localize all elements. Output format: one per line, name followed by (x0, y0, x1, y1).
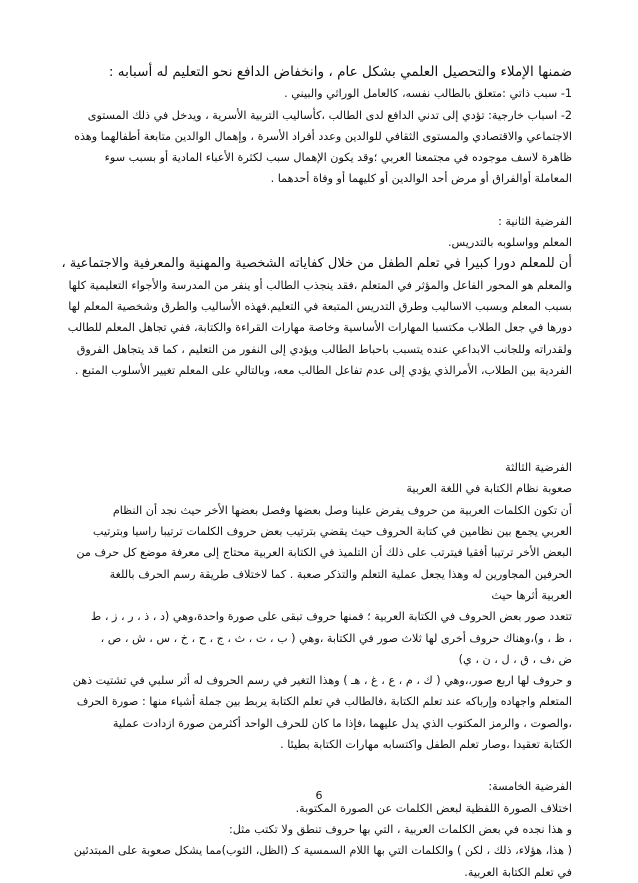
hypothesis-2-label: الفرضية الثانية : (498, 214, 572, 228)
paragraph-line: ض ،ف ، ق ، ل ، ن ، ي) (458, 652, 572, 666)
section-title-main: ضمنها الإملاء والتحصيل العلمي بشكل عام (332, 64, 572, 80)
paragraph-line: العربية أثرها حيث (491, 588, 572, 602)
cause-line: المعاملة أوالفراق أو مرض أحد الوالدين أو كليهما أو وفاة أحدهما . (270, 172, 572, 186)
paragraph-line: في تعلم الكتابة العربية. (464, 865, 572, 879)
section-title-rest: ، وانخفاض الدافع نحو التعليم له أسبابه : (108, 64, 333, 80)
hypothesis-5-label: الفرضية الخامسة: (488, 780, 572, 794)
paragraph-line: الكتابة تعقيدا ،وصار تعلم الطفل واكتسابه مهارات الكتابة بطيئا . (280, 738, 572, 752)
cause-line: ظاهرة لاسف موجوده في مجتمعنا العربي ؛وقد يكون الإهمال سبب لكثرة الأعباء المادية أو بسبب سوء (104, 151, 572, 165)
paragraph-line: و حروف لها اربع صور،،وهي ( ك ، م ، ع ، غ ، هـ ) وهذا التغير في رسم الحروف له أثر سلبي في تشتيت ذهن (72, 674, 572, 688)
page-number: 6 (315, 789, 323, 802)
section-title-line (58, 61, 572, 83)
paragraph-line: المتعلم واجهاده وإرباكه عند تعلم الكتابة ،فالطالب في تعلم الكتابة يربط بين جملة أشياء منها : صورة الحرف (76, 695, 572, 709)
paragraph-line: ولقدراته وللجانب الابداعي عنده يتسبب باحباط الطالب ويؤدي إلى النفور من التعليم ، كما قد يتجاهل الفروق (76, 342, 572, 356)
cause-line: 1- سبب ذاتي :متعلق بالطالب نفسه، كالعامل الوراثي والبيني . (284, 87, 572, 101)
paragraph-line: ( هذا، هؤلاء، ذلك ، لكن ) والكلمات التي بها اللام السمسية كـ (الظل، الثوب)مما يشكل صعوبة على المبتدئين (73, 844, 572, 858)
cause-line: 2- اسباب خارجية: تؤدي إلى تدني الدافع لدى الطالب ،كأساليب التربية الأسرية ، ويدخل في ذلك المستوى (87, 108, 572, 122)
hypothesis-2-heading-lead: أن للمعلم دورا كبيرا في تعلم الطفل من خلال كفاياته (289, 256, 572, 272)
paragraph-line: الحرفين المجاورين له وهذا يجعل عملية التعلم والتذكر صعبة . كما لاختلاف طريقة رسم الحرف باللغة (109, 567, 572, 581)
paragraph-line: بسبب المعلم وبسبب الاساليب وطرق التدريس المتبعة في التعليم.فهذه الأساليب والطرق وشخصية المعلم لها (68, 299, 572, 313)
hypothesis-2-heading-rest: الشخصية والمهنية والمعرفية والاجتماعية ، (61, 256, 289, 272)
paragraph-line: تتعدد صور بعض الحروف في الكتابة العربية ؛ فمنها حروف تبقى على صورة واحدة،وهي (د ، ذ ، ر ، ز ، ط (90, 610, 572, 624)
paragraph-line: الفردية بين الطلاب، الأمرالذي يؤدي إلى عدم تفاعل الطالب معه، وبالتالي على المعلم تغيير الأسلوب المتبع . (74, 363, 572, 377)
paragraph-line: البعض الأخر ترتيبا أفقيا فيترتب على ذلك أن التلميذ في الكتابة العربية محتاج إلى معرفة موضع كل حرف من (76, 546, 572, 560)
hypothesis-3-subtitle: صعوبة نظام الكتابة في اللغة العربية (406, 482, 572, 496)
paragraph-line: أن تكون الكلمات العربية من حروف يفرض علينا وصل بعضها وفصل بعضها الأخر حيث نجد أن النظام (112, 503, 572, 517)
hypothesis-3-label: الفرضية الثالثة (505, 461, 572, 475)
paragraph-line: ،والصوت ، والرمز المكتوب الذي يدل عليهما ،فإذا ما كان للحرف الواحد أكثرمن صورة ازدادت عملية (112, 716, 572, 730)
paragraph-line: دورها في جعل الطلاب مكتسبا المهارات الأساسية وخاصة مهارات القراءة والكتابة، ففي تجاهل المعلم للطالب (67, 321, 572, 335)
document-body (58, 61, 572, 883)
paragraph-line: والمعلم هو المحور الفاعل والمؤثر في المتعلم ،فقد ينجذب الطالب أو ينفر من المدرسة والأجواء التعليمية كلها (68, 278, 572, 292)
cause-line: الاجتماعي والاقتصادي والمستوى الثقافي للوالدين وعدد أفراد الأسرة ، وإهمال الوالدين متابعة أطفالهما وهذه (74, 129, 572, 143)
hypothesis-2-heading (58, 253, 572, 274)
paragraph-line: العربي يجمع بين نظامين في كتابة الحروف حيث يقضي بترتيب بعض حروف الكلمات ترتيبا راسيا وبترتيب (92, 525, 572, 539)
paragraph-line: اختلاف الصورة اللفظية لبعض الكلمات عن الصورة المكتوبة. (295, 801, 572, 815)
paragraph-line: ، ظ ، و)،وهناك حروف أخرى لها ثلاث صور في الكتابة ،وهي ( ب ، ت ، ث ، ج ، ح ، خ ، س ، ش ، ص ، (100, 631, 572, 645)
paragraph-line: و هذا نجده في بعض الكلمات العربية ، التي بها حروف تنطق ولا تكتب مثل: (228, 822, 572, 836)
hypothesis-2-subtitle: المعلم وواسلوبه بالتدريس. (447, 236, 572, 250)
